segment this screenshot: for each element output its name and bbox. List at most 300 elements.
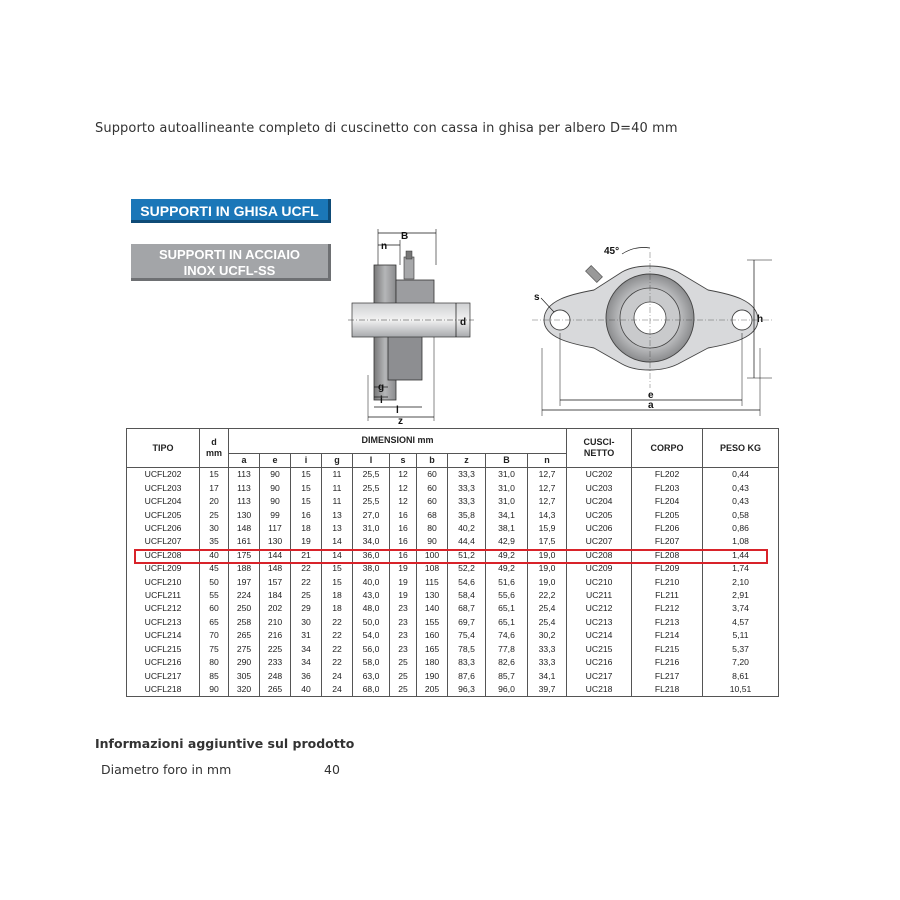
table-cell: 224 [229, 589, 260, 602]
table-row [127, 562, 779, 575]
table-cell: UC215 [567, 643, 632, 656]
header-d [200, 429, 229, 468]
table-cell: UC208 [567, 549, 632, 562]
table-body [127, 468, 779, 697]
table-cell: 14,3 [528, 509, 567, 522]
table-cell: 27,0 [353, 509, 390, 522]
table-cell: 13 [322, 509, 353, 522]
label-s: s [534, 292, 540, 303]
table-cell: UC205 [567, 509, 632, 522]
table-cell: 160 [417, 629, 448, 642]
table-cell: 175 [229, 549, 260, 562]
table-cell: 52,2 [448, 562, 486, 575]
table-cell: 30 [200, 522, 229, 535]
table-cell: 190 [417, 670, 448, 683]
table-header-row [127, 429, 779, 454]
table-cell: 40 [291, 683, 322, 697]
table-cell: UCFL215 [127, 643, 200, 656]
table-cell: 70 [200, 629, 229, 642]
table-cell: 25,4 [528, 616, 567, 629]
table-cell: 15,9 [528, 522, 567, 535]
table-cell: 36,0 [353, 549, 390, 562]
table-cell: 248 [260, 670, 291, 683]
table-cell: 19,0 [528, 562, 567, 575]
table-cell: 11 [322, 495, 353, 508]
table-cell: 31,0 [486, 468, 528, 482]
table-cell: 22 [322, 629, 353, 642]
table-row [127, 468, 779, 482]
table-cell: 290 [229, 656, 260, 669]
info-value-diametro: 40 [324, 762, 340, 777]
table-cell: 40,2 [448, 522, 486, 535]
table-cell: 58,0 [353, 656, 390, 669]
table-cell: UCFL218 [127, 683, 200, 697]
table-cell: 40,0 [353, 576, 390, 589]
table-cell: 68,7 [448, 602, 486, 615]
table-cell: 2,10 [703, 576, 779, 589]
table-cell: 22 [291, 576, 322, 589]
subheader-s: s [390, 454, 417, 468]
table-cell: 25,5 [353, 495, 390, 508]
table-cell: 180 [417, 656, 448, 669]
table-cell: 75,4 [448, 629, 486, 642]
table-cell: 15 [322, 576, 353, 589]
table-cell: 155 [417, 616, 448, 629]
table-cell: FL211 [632, 589, 703, 602]
badge-supporti-acciaio-line2: INOX UCFL-SS [183, 263, 276, 278]
table-cell: 58,4 [448, 589, 486, 602]
table-row [127, 602, 779, 615]
table-cell: UCFL203 [127, 482, 200, 495]
table-cell: 148 [229, 522, 260, 535]
table-cell: 19 [390, 576, 417, 589]
table-cell: 25,5 [353, 468, 390, 482]
table-cell: 23 [390, 643, 417, 656]
table-row [127, 576, 779, 589]
table-cell: 15 [291, 468, 322, 482]
badge-supporti-ghisa-label: SUPPORTI IN GHISA UCFL [140, 203, 319, 219]
table-cell: 15 [200, 468, 229, 482]
table-cell: 22 [322, 656, 353, 669]
table-cell: 49,2 [486, 549, 528, 562]
subheader-n: n [528, 454, 567, 468]
table-cell: 96,0 [486, 683, 528, 697]
header-tipo: TIPO [127, 429, 200, 468]
table-cell: 69,7 [448, 616, 486, 629]
table-cell: 205 [417, 683, 448, 697]
table-cell: 87,6 [448, 670, 486, 683]
subheader-i: i [291, 454, 322, 468]
label-l: l [396, 405, 399, 416]
table-cell: 31,0 [486, 495, 528, 508]
table-cell: UCFL212 [127, 602, 200, 615]
label-i: i [380, 395, 383, 406]
table-cell: UC217 [567, 670, 632, 683]
table-cell: 39,7 [528, 683, 567, 697]
table-cell: 15 [291, 482, 322, 495]
table-cell: 113 [229, 468, 260, 482]
table-cell: 113 [229, 495, 260, 508]
label-z: z [398, 416, 403, 425]
table-cell: 18 [322, 589, 353, 602]
table-cell: 56,0 [353, 643, 390, 656]
table-cell: 25 [390, 670, 417, 683]
table-cell: 34,0 [353, 535, 390, 548]
table-cell: 130 [229, 509, 260, 522]
table-cell: 34,1 [486, 509, 528, 522]
table-cell: 42,9 [486, 535, 528, 548]
table-cell: 225 [260, 643, 291, 656]
table-cell: 48,0 [353, 602, 390, 615]
table-cell: 305 [229, 670, 260, 683]
table-cell: 23 [390, 602, 417, 615]
table-cell: 12,7 [528, 495, 567, 508]
label-d: d [460, 317, 467, 328]
table-row [127, 535, 779, 548]
table-cell: 50,0 [353, 616, 390, 629]
table-cell: 33,3 [448, 495, 486, 508]
table-cell: 130 [260, 535, 291, 548]
table-cell: 90 [417, 535, 448, 548]
table-cell: 35 [200, 535, 229, 548]
table-cell: 65 [200, 616, 229, 629]
table-row [127, 683, 779, 697]
table-cell: FL205 [632, 509, 703, 522]
table-cell: 31,0 [486, 482, 528, 495]
table-cell: 130 [417, 589, 448, 602]
table-cell: 21 [291, 549, 322, 562]
table-cell: 45 [200, 562, 229, 575]
table-cell: UCFL211 [127, 589, 200, 602]
table-cell: 82,6 [486, 656, 528, 669]
subheader-l: l [353, 454, 390, 468]
table-cell: 22,2 [528, 589, 567, 602]
table-cell: 19,0 [528, 576, 567, 589]
table-cell: UCFL217 [127, 670, 200, 683]
table-cell: UCFL202 [127, 468, 200, 482]
info-label-diametro: Diametro foro in mm [101, 762, 232, 777]
table-cell: 144 [260, 549, 291, 562]
table-cell: 22 [322, 616, 353, 629]
table-cell: FL215 [632, 643, 703, 656]
table-cell: 11 [322, 482, 353, 495]
table-cell: FL216 [632, 656, 703, 669]
table-cell: UCFL207 [127, 535, 200, 548]
table-cell: 233 [260, 656, 291, 669]
table-cell: FL210 [632, 576, 703, 589]
table-cell: 148 [260, 562, 291, 575]
table-cell: FL214 [632, 629, 703, 642]
table-cell: 25 [390, 656, 417, 669]
table-cell: 7,20 [703, 656, 779, 669]
table-row [127, 589, 779, 602]
table-cell: 43,0 [353, 589, 390, 602]
table-cell: 258 [229, 616, 260, 629]
table-cell: 1,44 [703, 549, 779, 562]
table-cell: 23 [390, 629, 417, 642]
table-cell: FL217 [632, 670, 703, 683]
table-cell: 165 [417, 643, 448, 656]
table-cell: 25 [200, 509, 229, 522]
badge-supporti-acciaio[interactable] [131, 244, 331, 281]
label-a: a [648, 400, 654, 411]
header-cuscinetto-line2: NETTO [583, 448, 615, 459]
table-cell: FL203 [632, 482, 703, 495]
table-cell: 250 [229, 602, 260, 615]
table-cell: 115 [417, 576, 448, 589]
table-cell: FL208 [632, 549, 703, 562]
table-cell: 0,58 [703, 509, 779, 522]
product-description: Supporto autoallineante completo di cuscinetto con cassa in ghisa per albero D=40 mm [95, 121, 678, 136]
table-cell: 197 [229, 576, 260, 589]
table-cell: 25 [390, 683, 417, 697]
table-row [127, 616, 779, 629]
table-cell: 33,3 [448, 482, 486, 495]
table-cell: 90 [260, 482, 291, 495]
header-peso: PESO KG [703, 429, 779, 468]
table-cell: 10,51 [703, 683, 779, 697]
table-cell: UC207 [567, 535, 632, 548]
table-cell: 17 [200, 482, 229, 495]
table-cell: 33,3 [528, 656, 567, 669]
table-cell: 1,74 [703, 562, 779, 575]
table-cell: 18 [291, 522, 322, 535]
table-cell: 50 [200, 576, 229, 589]
badge-supporti-ghisa[interactable] [131, 199, 331, 223]
table-cell: UC218 [567, 683, 632, 697]
table-cell: 8,61 [703, 670, 779, 683]
table-cell: 12,7 [528, 468, 567, 482]
table-cell: UCFL205 [127, 509, 200, 522]
subheader-e: e [260, 454, 291, 468]
table-cell: 83,3 [448, 656, 486, 669]
table-cell: 60 [417, 482, 448, 495]
table-cell: UC211 [567, 589, 632, 602]
table-cell: 12,7 [528, 482, 567, 495]
table-cell: 60 [200, 602, 229, 615]
table-cell: 117 [260, 522, 291, 535]
table-cell: 78,5 [448, 643, 486, 656]
table-cell: 4,57 [703, 616, 779, 629]
label-n: n [381, 241, 388, 252]
table-cell: 0,44 [703, 468, 779, 482]
table-cell: 80 [417, 522, 448, 535]
table-cell: 161 [229, 535, 260, 548]
table-cell: UC213 [567, 616, 632, 629]
subheader-g: g [322, 454, 353, 468]
subheader-a: a [229, 454, 260, 468]
table-cell: 22 [291, 562, 322, 575]
table-cell: 85 [200, 670, 229, 683]
table-cell: 77,8 [486, 643, 528, 656]
label-h: h [757, 314, 764, 325]
table-cell: 16 [390, 535, 417, 548]
table-row [127, 509, 779, 522]
table-cell: 65,1 [486, 616, 528, 629]
table-cell: 18 [322, 602, 353, 615]
table-cell: 13 [322, 522, 353, 535]
table-cell: 16 [390, 509, 417, 522]
table-cell: UCFL216 [127, 656, 200, 669]
table-cell: 19 [390, 562, 417, 575]
table-cell: UCFL204 [127, 495, 200, 508]
table-cell: 25 [291, 589, 322, 602]
table-cell: 15 [322, 562, 353, 575]
table-cell: 2,91 [703, 589, 779, 602]
header-dimensioni: DIMENSIONI mm [229, 429, 567, 454]
table-cell: 38,1 [486, 522, 528, 535]
table-cell: 202 [260, 602, 291, 615]
table-cell: 3,74 [703, 602, 779, 615]
table-row [127, 643, 779, 656]
header-cuscinetto [567, 429, 632, 468]
label-g: g [378, 382, 385, 393]
table-cell: UCFL209 [127, 562, 200, 575]
table-cell: 16 [390, 549, 417, 562]
table-cell: 75 [200, 643, 229, 656]
table-cell: 68,0 [353, 683, 390, 697]
table-cell: 14 [322, 535, 353, 548]
table-cell: FL218 [632, 683, 703, 697]
table-cell: 85,7 [486, 670, 528, 683]
table-cell: UC203 [567, 482, 632, 495]
table-cell: 22 [322, 643, 353, 656]
table-cell: 34 [291, 643, 322, 656]
table-cell: FL207 [632, 535, 703, 548]
table-cell: 68 [417, 509, 448, 522]
table-cell: 38,0 [353, 562, 390, 575]
table-cell: 113 [229, 482, 260, 495]
table-cell: 55,6 [486, 589, 528, 602]
label-B: B [401, 231, 409, 242]
table-cell: 275 [229, 643, 260, 656]
label-45: 45° [604, 246, 620, 257]
table-cell: 12 [390, 482, 417, 495]
table-cell: 184 [260, 589, 291, 602]
table-cell: UCFL206 [127, 522, 200, 535]
table-cell: UCFL210 [127, 576, 200, 589]
table-cell: 80 [200, 656, 229, 669]
table-cell: 33,3 [448, 468, 486, 482]
table-cell: FL206 [632, 522, 703, 535]
table-cell: 0,43 [703, 495, 779, 508]
label-e: e [648, 390, 654, 401]
table-cell: 19 [390, 589, 417, 602]
table-cell: 49,2 [486, 562, 528, 575]
table-row [127, 670, 779, 683]
table-cell: 96,3 [448, 683, 486, 697]
subheader-B: B [486, 454, 528, 468]
table-cell: 60 [417, 495, 448, 508]
table-cell: UC204 [567, 495, 632, 508]
table-row [127, 522, 779, 535]
table-cell: 74,6 [486, 629, 528, 642]
info-title: Informazioni aggiuntive sul prodotto [95, 736, 355, 751]
table-row [127, 656, 779, 669]
table-cell: 31 [291, 629, 322, 642]
table-cell: UC216 [567, 656, 632, 669]
table-cell: 265 [260, 683, 291, 697]
table-cell: 188 [229, 562, 260, 575]
table-cell: UCFL213 [127, 616, 200, 629]
table-cell: 30 [291, 616, 322, 629]
table-cell: 320 [229, 683, 260, 697]
table-cell: 16 [390, 522, 417, 535]
table-cell: UC202 [567, 468, 632, 482]
table-cell: FL204 [632, 495, 703, 508]
table-row [127, 629, 779, 642]
table-cell: 34 [291, 656, 322, 669]
table-cell: 12 [390, 468, 417, 482]
table-cell: 60 [417, 468, 448, 482]
table-cell: 40 [200, 549, 229, 562]
table-cell: FL213 [632, 616, 703, 629]
table-cell: 140 [417, 602, 448, 615]
header-cuscinetto-line1: CUSCI- [583, 437, 615, 448]
table-cell: 90 [260, 468, 291, 482]
table-row [127, 549, 779, 562]
table-cell: 25,5 [353, 482, 390, 495]
table-cell: FL212 [632, 602, 703, 615]
table-cell: 12 [390, 495, 417, 508]
table-cell: FL202 [632, 468, 703, 482]
table-cell: 24 [322, 670, 353, 683]
table-cell: 20 [200, 495, 229, 508]
table-cell: 36 [291, 670, 322, 683]
table-cell: UC209 [567, 562, 632, 575]
table-cell: 31,0 [353, 522, 390, 535]
table-cell: 16 [291, 509, 322, 522]
table-cell: UC214 [567, 629, 632, 642]
table-cell: 11 [322, 468, 353, 482]
subheader-z: z [448, 454, 486, 468]
table-cell: 1,08 [703, 535, 779, 548]
table-cell: 90 [200, 683, 229, 697]
table-cell: 25,4 [528, 602, 567, 615]
table-cell: 54,0 [353, 629, 390, 642]
table-row [127, 482, 779, 495]
front-view-drawing [532, 238, 772, 418]
table-cell: UCFL214 [127, 629, 200, 642]
table-cell: 0,86 [703, 522, 779, 535]
table-cell: 65,1 [486, 602, 528, 615]
table-cell: 100 [417, 549, 448, 562]
table-cell: 51,2 [448, 549, 486, 562]
badge-supporti-acciaio-line1: SUPPORTI IN ACCIAIO [158, 247, 301, 262]
table-cell: 265 [229, 629, 260, 642]
table-cell: UC210 [567, 576, 632, 589]
table-cell: 54,6 [448, 576, 486, 589]
table-cell: 30,2 [528, 629, 567, 642]
table-cell: 51,6 [486, 576, 528, 589]
table-cell: 157 [260, 576, 291, 589]
table-row [127, 495, 779, 508]
header-d-unit: mm [205, 448, 222, 459]
table-cell: 23 [390, 616, 417, 629]
side-view-drawing [348, 225, 478, 425]
spec-table [126, 428, 779, 697]
subheader-b: b [417, 454, 448, 468]
table-cell: 19,0 [528, 549, 567, 562]
table-cell: 19 [291, 535, 322, 548]
table-cell: 33,3 [528, 643, 567, 656]
table-cell: UCFL208 [127, 549, 200, 562]
table-cell: UC212 [567, 602, 632, 615]
table-cell: 90 [260, 495, 291, 508]
table-cell: 63,0 [353, 670, 390, 683]
table-cell: 108 [417, 562, 448, 575]
table-cell: 24 [322, 683, 353, 697]
